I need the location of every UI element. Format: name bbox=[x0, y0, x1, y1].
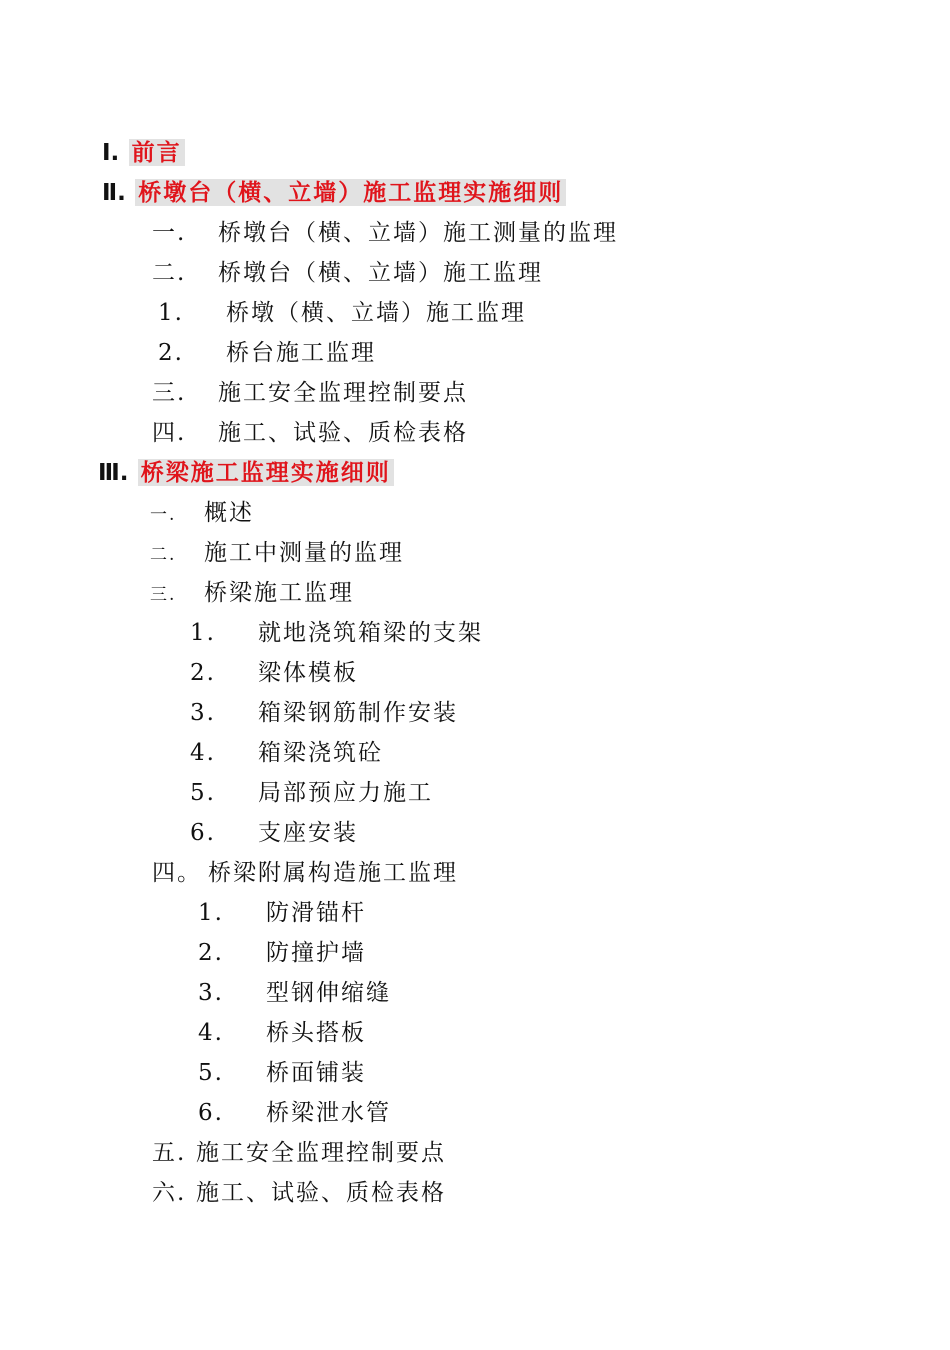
toc-item-number: 2. bbox=[198, 940, 224, 966]
toc-item-text: 箱梁钢筋制作安装 bbox=[258, 700, 458, 726]
toc-item-number: 一. bbox=[152, 220, 187, 246]
toc-section-number: Ⅲ. bbox=[98, 460, 129, 486]
toc-item[interactable] bbox=[198, 898, 366, 928]
toc-item-number: 四. bbox=[152, 420, 187, 446]
toc-item-number: 六. bbox=[152, 1180, 187, 1206]
toc-item-number: 一. bbox=[150, 505, 177, 525]
toc-item[interactable] bbox=[152, 218, 618, 248]
toc-item[interactable] bbox=[150, 578, 354, 610]
toc-section-2[interactable] bbox=[102, 178, 566, 208]
toc-item[interactable] bbox=[198, 938, 366, 968]
toc-item[interactable] bbox=[152, 1178, 446, 1208]
toc-item[interactable] bbox=[158, 298, 526, 328]
toc-item[interactable] bbox=[158, 338, 376, 368]
toc-item[interactable] bbox=[198, 1058, 366, 1088]
toc-item[interactable] bbox=[150, 498, 254, 530]
toc-item[interactable] bbox=[152, 858, 458, 888]
toc-item[interactable] bbox=[152, 418, 468, 448]
toc-item-text: 桥墩（横、立墙）施工监理 bbox=[226, 300, 526, 326]
toc-item-number: 4. bbox=[198, 1020, 224, 1046]
toc-item-number: 6. bbox=[190, 820, 216, 846]
toc-item[interactable] bbox=[190, 818, 358, 848]
toc-item[interactable] bbox=[152, 258, 543, 288]
toc-section-3[interactable] bbox=[98, 458, 394, 488]
toc-item-text: 箱梁浇筑砼 bbox=[258, 740, 383, 766]
toc-item-text: 桥梁泄水管 bbox=[266, 1100, 391, 1126]
toc-item-number: 三. bbox=[152, 380, 187, 406]
toc-section-1[interactable] bbox=[102, 138, 185, 168]
toc-item[interactable] bbox=[198, 978, 391, 1008]
toc-item-number: 5. bbox=[198, 1060, 224, 1086]
toc-item[interactable] bbox=[190, 658, 358, 688]
toc-item[interactable] bbox=[198, 1098, 391, 1128]
toc-item[interactable] bbox=[150, 538, 404, 570]
toc-item-number: 四。 bbox=[152, 860, 202, 886]
toc-item-text: 型钢伸缩缝 bbox=[266, 980, 391, 1006]
toc-item[interactable] bbox=[190, 618, 483, 648]
toc-item-number: 1. bbox=[158, 300, 184, 326]
toc-item-number: 6. bbox=[198, 1100, 224, 1126]
toc-section-number: Ⅱ. bbox=[102, 180, 126, 206]
toc-item[interactable] bbox=[190, 738, 383, 768]
toc-item-text: 梁体模板 bbox=[258, 660, 358, 686]
toc-item[interactable] bbox=[190, 698, 458, 728]
toc-item[interactable] bbox=[198, 1018, 366, 1048]
toc-item-text: 桥墩台（横、立墙）施工监理 bbox=[218, 260, 543, 286]
toc-item-text: 施工安全监理控制要点 bbox=[218, 380, 468, 406]
toc-item-number: 二. bbox=[150, 545, 177, 565]
toc-item-number: 2. bbox=[158, 340, 184, 366]
toc-item-number: 3. bbox=[198, 980, 224, 1006]
toc-item-text: 施工中测量的监理 bbox=[204, 540, 404, 566]
toc-section-title: 桥墩台（横、立墙）施工监理实施细则 bbox=[135, 179, 566, 206]
toc-item-text: 施工安全监理控制要点 bbox=[196, 1140, 446, 1166]
toc-item-text: 桥台施工监理 bbox=[226, 340, 376, 366]
toc-item-number: 2. bbox=[190, 660, 216, 686]
toc-item-text: 桥头搭板 bbox=[266, 1020, 366, 1046]
toc-item-text: 桥面铺装 bbox=[266, 1060, 366, 1086]
toc-item[interactable] bbox=[152, 378, 468, 408]
toc-item-number: 3. bbox=[190, 700, 216, 726]
toc-item-text: 桥梁施工监理 bbox=[204, 580, 354, 606]
toc-item-number: 三. bbox=[150, 585, 177, 605]
toc-item-text: 防撞护墙 bbox=[266, 940, 366, 966]
toc-item-text: 桥墩台（横、立墙）施工测量的监理 bbox=[218, 220, 618, 246]
toc-item-text: 局部预应力施工 bbox=[258, 780, 433, 806]
toc-item-number: 五. bbox=[152, 1140, 187, 1166]
toc-section-title: 前言 bbox=[129, 139, 185, 166]
toc-item-text: 施工、试验、质检表格 bbox=[196, 1180, 446, 1206]
toc-section-number: Ⅰ. bbox=[102, 140, 120, 166]
toc-item[interactable] bbox=[152, 1138, 446, 1168]
toc-item-text: 支座安装 bbox=[258, 820, 358, 846]
toc-item-text: 就地浇筑箱梁的支架 bbox=[258, 620, 483, 646]
toc-item-text: 施工、试验、质检表格 bbox=[218, 420, 468, 446]
toc-item-number: 二. bbox=[152, 260, 187, 286]
toc-section-title: 桥梁施工监理实施细则 bbox=[138, 459, 394, 486]
toc-item-text: 桥梁附属构造施工监理 bbox=[208, 860, 458, 886]
toc-item-text: 概述 bbox=[204, 500, 254, 526]
toc-item-number: 1. bbox=[190, 620, 216, 646]
toc-item-number: 1. bbox=[198, 900, 224, 926]
toc-item-number: 5. bbox=[190, 780, 216, 806]
toc-item[interactable] bbox=[190, 778, 433, 808]
toc-item-text: 防滑锚杆 bbox=[266, 900, 366, 926]
toc-item-number: 4. bbox=[190, 740, 216, 766]
